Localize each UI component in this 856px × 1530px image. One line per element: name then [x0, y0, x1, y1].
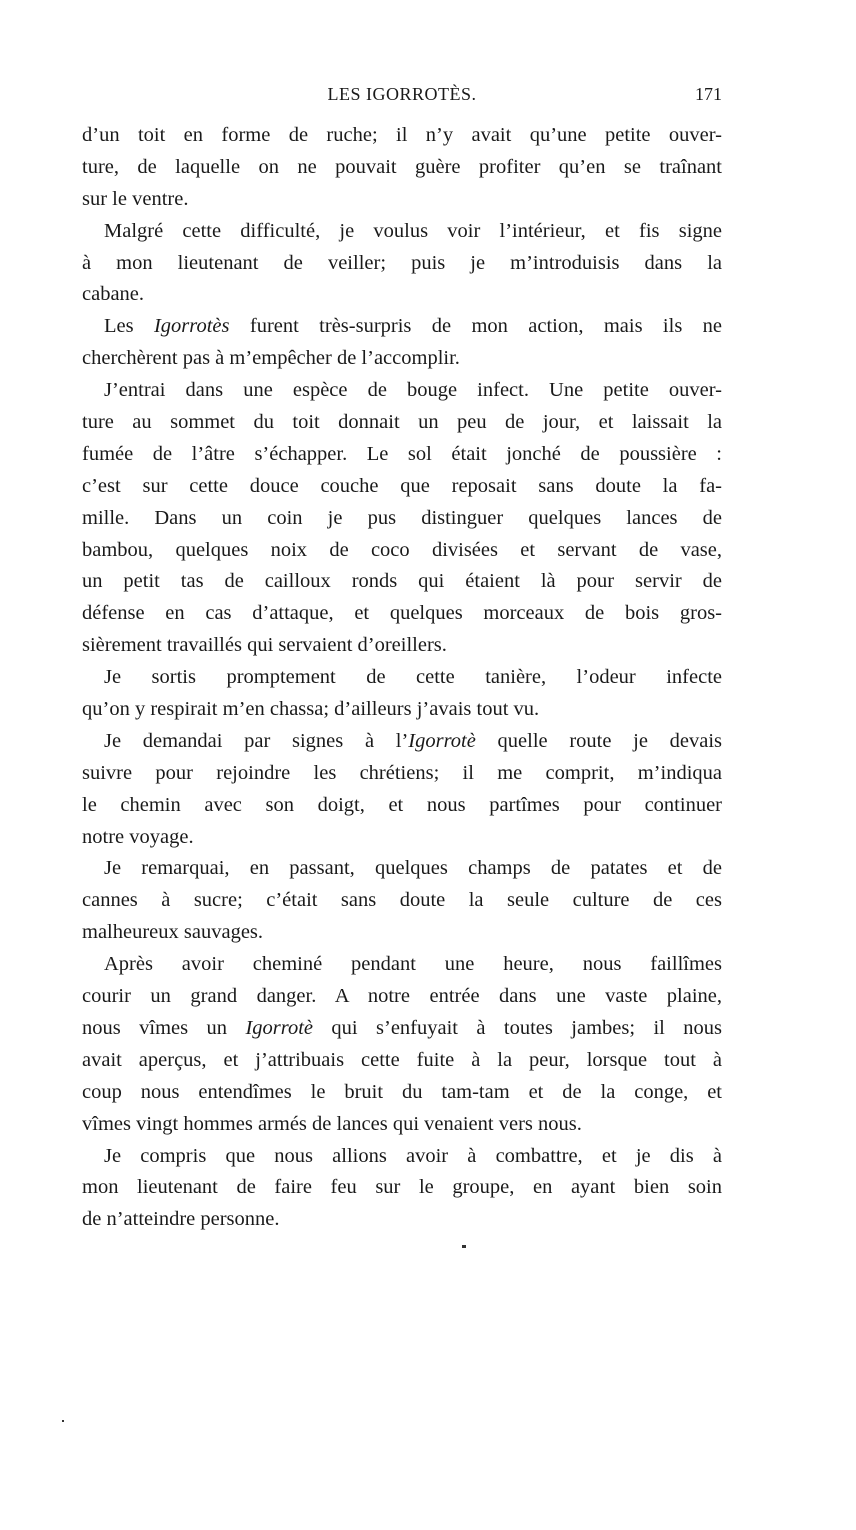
text-line — [82, 152, 722, 184]
text-line — [82, 248, 722, 280]
text-segment: Je remarquai, en passant, quelques champs de patates et de — [104, 857, 722, 880]
text-line — [82, 120, 722, 152]
text-segment: ture au sommet du toit donnait un peu de jour, et laissait la — [82, 411, 722, 434]
text-segment: d’un toit en forme de ruche; il n’y avait qu’une petite ouver- — [82, 124, 722, 146]
page-body-text — [82, 120, 722, 1236]
italic-text: Igorrotès — [153, 315, 230, 338]
text-segment: bambou, quelques noix de coco divisées et servant de vase, — [82, 538, 722, 561]
paragraph — [82, 1141, 722, 1237]
text-segment: à mon lieutenant de veiller; puis je m’introduisis dans la — [82, 251, 722, 274]
text-line — [82, 822, 722, 854]
text-line — [82, 630, 722, 662]
text-line — [82, 503, 722, 535]
running-title: LES IGORROTÈS. — [327, 84, 477, 104]
text-segment: Je compris que nous allions avoir à combattre, et je dis à — [104, 1144, 722, 1167]
running-header — [82, 84, 722, 112]
text-line — [82, 726, 722, 758]
text-line — [82, 694, 722, 726]
text-line — [82, 343, 722, 375]
text-line — [82, 598, 722, 630]
text-segment: furent très-surpris de mon action, mais ils ne — [229, 315, 722, 338]
text-line — [82, 279, 722, 311]
text-line — [82, 535, 722, 567]
text-line — [82, 1204, 722, 1236]
paragraph — [82, 726, 722, 854]
text-segment: vîmes vingt hommes armés de lances qui venaient vers nous. — [82, 1112, 582, 1135]
text-segment: cherchèrent pas à m’empêcher de l’accomplir. — [82, 347, 460, 370]
text-segment: J’entrai dans une espèce de bouge infect. Une petite ouver- — [104, 379, 722, 402]
scan-speck — [462, 1245, 466, 1248]
text-segment: fumée de l’âtre s’échapper. Le sol était jonché de poussière : — [82, 442, 722, 465]
text-line — [82, 1013, 722, 1045]
page-number: 171 — [695, 84, 722, 104]
text-segment: nous vîmes un — [82, 1016, 246, 1039]
text-segment: qui s’enfuyait à toutes jambes; il nous — [313, 1016, 722, 1039]
italic-text: Igorrotè — [408, 729, 476, 752]
text-segment: Je demandai par signes à l’ — [104, 729, 409, 752]
text-line — [82, 758, 722, 790]
text-segment: ture, de laquelle on ne pouvait guère profiter qu’en se traînant — [82, 155, 722, 178]
text-line — [82, 439, 722, 471]
scan-speck — [62, 1420, 64, 1422]
text-line — [82, 917, 722, 949]
text-segment: sièrement travaillés qui servaient d’oreillers. — [82, 634, 447, 657]
text-segment: coup nous entendîmes le bruit du tam-tam et de la conge, et — [82, 1080, 722, 1103]
text-segment: mon lieutenant de faire feu sur le groupe, en ayant bien soin — [82, 1176, 722, 1199]
paragraph — [82, 853, 722, 949]
paragraph — [82, 949, 722, 1140]
text-line — [82, 981, 722, 1013]
text-line — [82, 216, 722, 248]
text-line — [82, 853, 722, 885]
paragraph — [82, 216, 722, 312]
text-line — [82, 949, 722, 981]
text-line — [82, 311, 722, 343]
text-segment: notre voyage. — [82, 825, 194, 848]
text-segment: sur le ventre. — [82, 187, 189, 210]
text-line — [82, 790, 722, 822]
text-segment: malheureux sauvages. — [82, 921, 264, 944]
text-segment: courir un grand danger. A notre entrée dans une vaste plaine, — [82, 985, 722, 1008]
text-line — [82, 1172, 722, 1204]
text-line — [82, 662, 722, 694]
text-line — [82, 375, 722, 407]
text-segment: de n’atteindre personne. — [82, 1208, 280, 1231]
paragraph — [82, 662, 722, 726]
text-segment: qu’on y respirait m’en chassa; d’ailleurs j’avais tout vu. — [82, 698, 540, 721]
text-line — [82, 1045, 722, 1077]
text-line — [82, 1141, 722, 1173]
paragraph — [82, 120, 722, 216]
text-segment: mille. Dans un coin je pus distinguer quelques lances de — [82, 506, 722, 529]
text-line — [82, 885, 722, 917]
text-segment: le chemin avec son doigt, et nous partîmes pour continuer — [82, 793, 722, 816]
text-segment: cabane. — [82, 283, 145, 306]
text-segment: défense en cas d’attaque, et quelques morceaux de bois gros- — [82, 602, 722, 625]
text-line — [82, 1109, 722, 1141]
text-line — [82, 566, 722, 598]
text-segment: un petit tas de cailloux ronds qui étaient là pour servir de — [82, 570, 722, 593]
text-segment: suivre pour rejoindre les chrétiens; il me comprit, m’indiqua — [82, 761, 722, 784]
text-segment: Je sortis promptement de cette tanière, l’odeur infecte — [104, 666, 722, 689]
text-segment: quelle route je devais — [475, 729, 722, 752]
text-line — [82, 184, 722, 216]
paragraph — [82, 375, 722, 662]
text-line — [82, 1077, 722, 1109]
text-line — [82, 407, 722, 439]
text-segment: cannes à sucre; c’était sans doute la seule culture de ces — [82, 889, 722, 912]
text-segment: Malgré cette difficulté, je voulus voir l’intérieur, et fis signe — [104, 219, 722, 242]
text-segment: Les — [104, 315, 154, 338]
text-segment: Après avoir cheminé pendant une heure, nous faillîmes — [104, 953, 722, 976]
text-segment: avait aperçus, et j’attribuais cette fuite à la peur, lorsque tout à — [82, 1048, 722, 1071]
text-segment: c’est sur cette douce couche que reposait sans doute la fa- — [82, 474, 722, 497]
paragraph — [82, 311, 722, 375]
text-line — [82, 471, 722, 503]
italic-text: Igorrotè — [245, 1016, 314, 1039]
